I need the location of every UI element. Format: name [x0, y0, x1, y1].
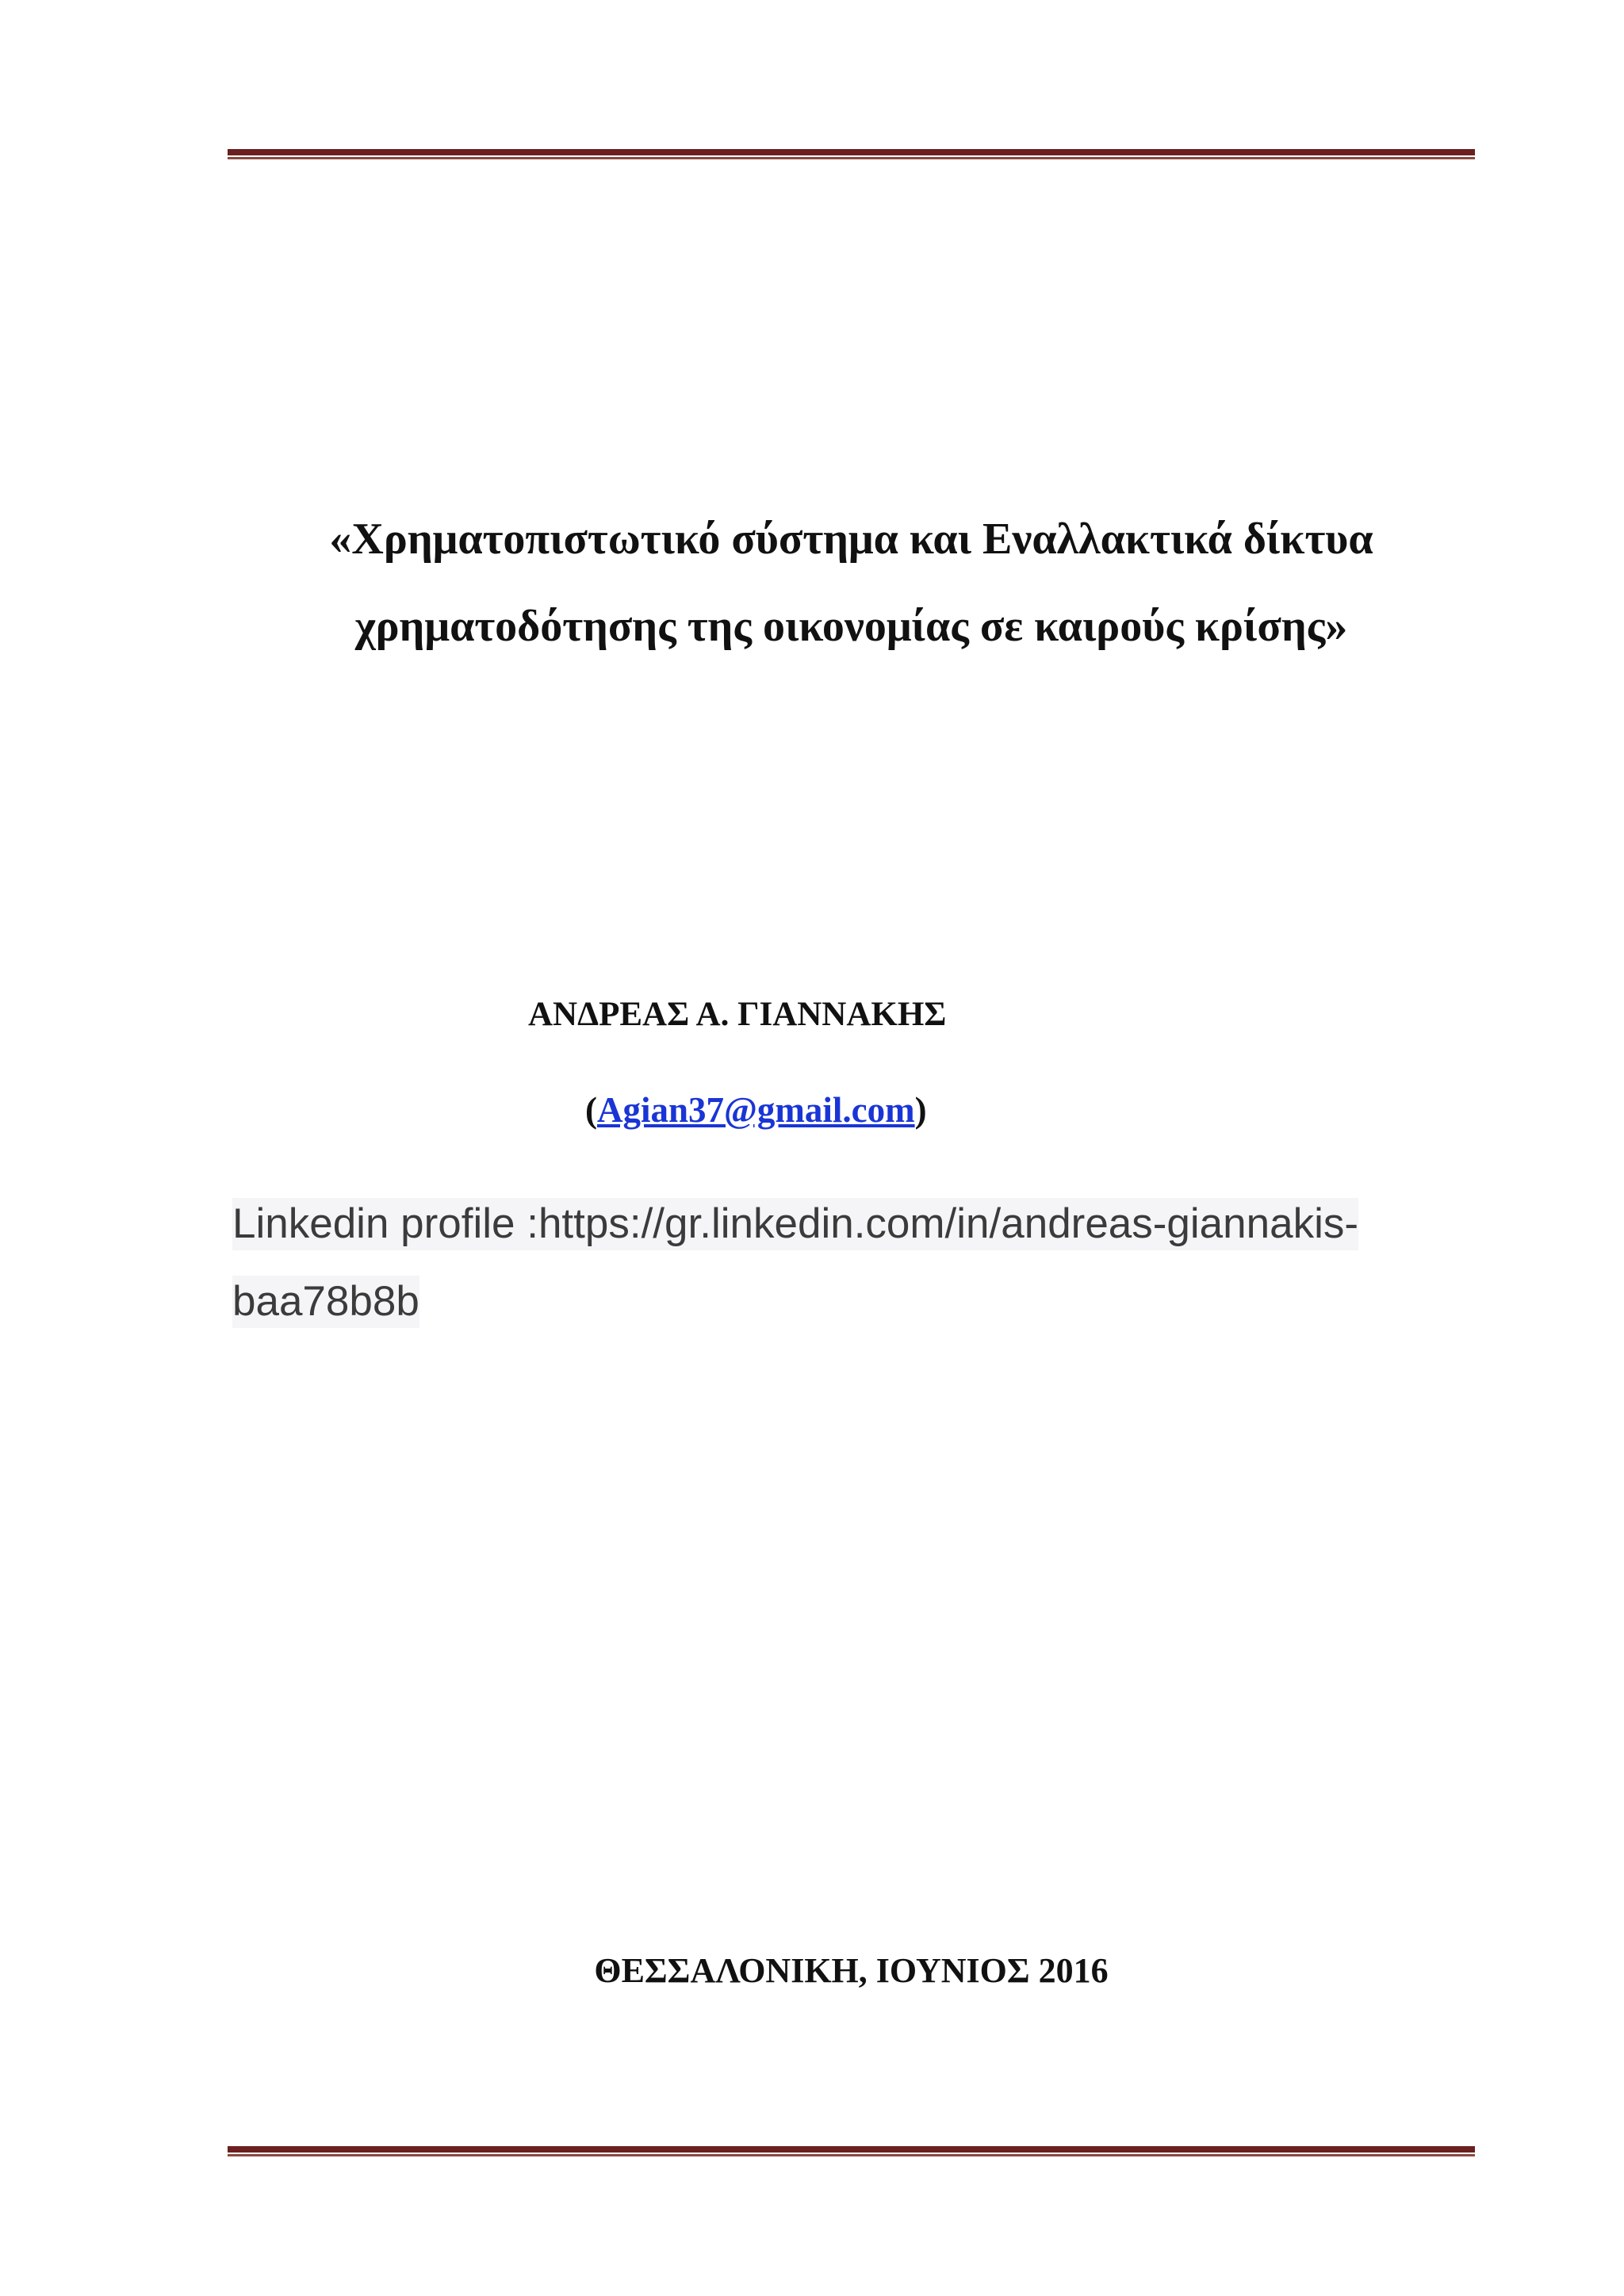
top-divider-thick-line: [228, 149, 1475, 155]
top-divider-thin-line: [228, 157, 1475, 159]
linkedin-profile: [232, 1185, 1446, 1341]
linkedin-line-2: baa78b8b: [232, 1276, 419, 1328]
title-line-2: χρηματοδότησης της οικονομίας σε καιρούς κρίσης»: [354, 602, 1348, 651]
bottom-divider-thick-line: [228, 2146, 1475, 2152]
bottom-divider: [228, 2146, 1475, 2157]
email-open-paren: (: [585, 1090, 597, 1130]
author-name: ΑΝΔΡΕΑΣ Α. ΓΙΑΝΝΑΚΗΣ: [528, 996, 947, 1033]
title-line-1: «Χρηματοπιστωτικό σύστημα και Εναλλακτικά δίκτυα: [329, 515, 1373, 564]
top-divider: [228, 149, 1475, 160]
email-link[interactable]: Agian37@gmail.com: [597, 1090, 915, 1130]
email-close-paren: ): [914, 1090, 927, 1130]
linkedin-line-1: Linkedin profile :https://gr.linkedin.com/in/andreas-giannakis-: [232, 1198, 1358, 1250]
document-title: [228, 496, 1475, 670]
author-email-line: [585, 1089, 927, 1131]
place-and-date: ΘΕΣΣΑΛΟΝΙΚΗ, ΙΟΥΝΙΟΣ 2016: [594, 1951, 1109, 1990]
bottom-divider-thin-line: [228, 2154, 1475, 2156]
